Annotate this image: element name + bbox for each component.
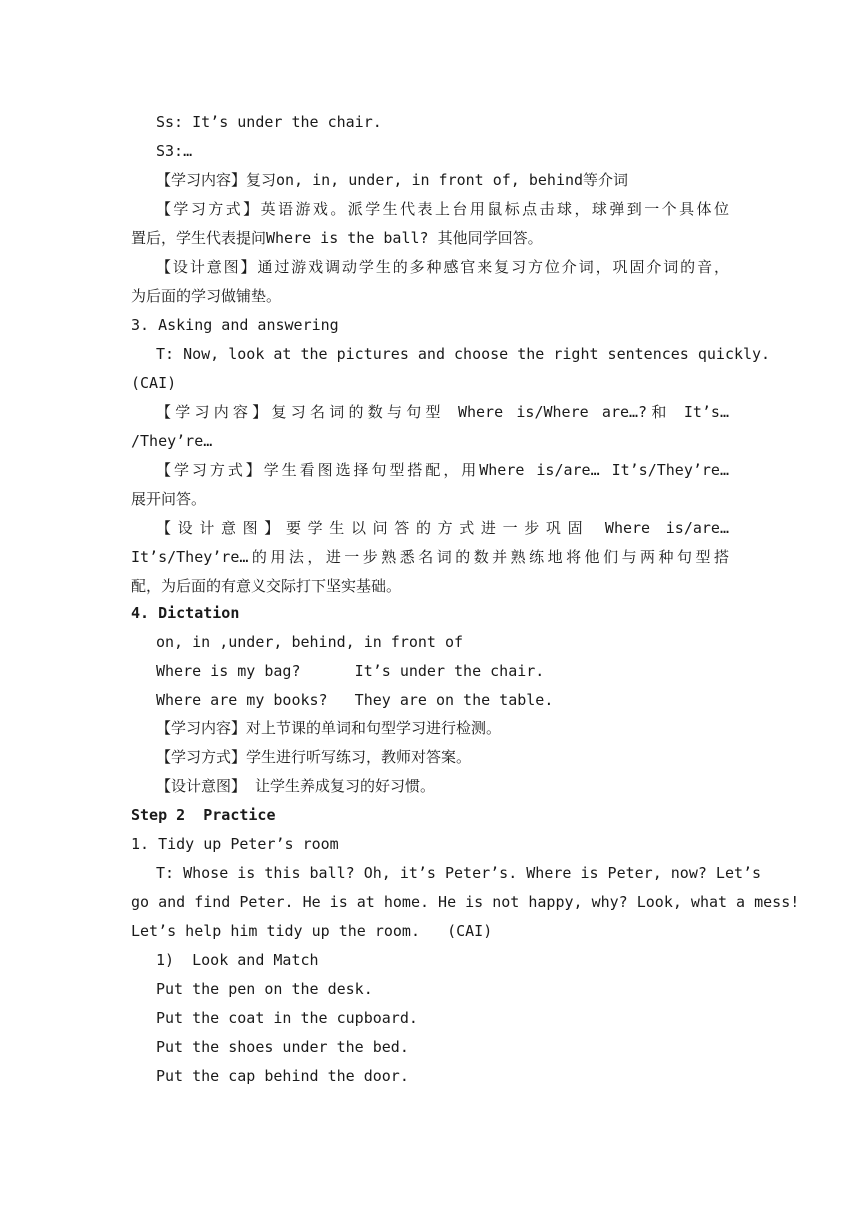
text-line: Put the cap behind the door.	[156, 1067, 409, 1085]
text-line: Let’s help him tidy up the room. (CAI)	[131, 922, 493, 940]
text-line: Put the shoes under the bed.	[156, 1038, 409, 1056]
text-line: 【学习方式】英语游戏。派学生代表上台用鼠标点击球，球弹到一个具体位	[156, 200, 729, 218]
section-heading: 4. Dictation	[131, 604, 240, 622]
text-line: T: Now, look at the pictures and choose the right sentences quickly.	[156, 345, 771, 363]
text-line: 置后，学生代表提问Where is the ball? 其他同学回答。	[131, 229, 543, 247]
text-line: 【设计意图】通过游戏调动学生的多种感官来复习方位介词，巩固介词的音，	[156, 258, 729, 276]
text-line: 【学习内容】对上节课的单词和句型学习进行检测。	[156, 719, 502, 737]
text-line: Ss: It’s under the chair.	[156, 113, 382, 131]
text-line: 【学习内容】复习名词的数与句型 Where is/Where are…?和 It’s…	[156, 403, 729, 421]
text-line: on, in ,under, behind, in front of	[156, 633, 464, 651]
text-line: 【学习方式】学生进行听写练习，教师对答案。	[156, 748, 472, 766]
section-heading: 1. Tidy up Peter’s room	[131, 835, 339, 853]
text-line: 1) Look and Match	[156, 951, 319, 969]
section-heading: 3. Asking and answering	[131, 316, 339, 334]
text-line: T: Whose is this ball? Oh, it’s Peter’s. Where is Peter, now? Let’s	[156, 864, 762, 882]
text-line: Put the pen on the desk.	[156, 980, 373, 998]
text-line: Where are my books? They are on the table.	[156, 691, 554, 709]
text-line: 【设计意图】要学生以问答的方式进一步巩固 Where is/are…	[156, 519, 729, 537]
text-line: go and find Peter. He is at home. He is not happy, why? Look, what a mess!	[131, 893, 800, 911]
text-line: Where is my bag? It’s under the chair.	[156, 662, 545, 680]
text-line: /They’re…	[131, 432, 213, 450]
text-line: Put the coat in the cupboard.	[156, 1009, 418, 1027]
text-line: It’s/They’re…的用法，进一步熟悉名词的数并熟练地将他们与两种句型搭	[131, 548, 729, 566]
text-line: (CAI)	[131, 374, 177, 392]
section-heading: Step 2 Practice	[131, 806, 276, 824]
text-line: 展开问答。	[131, 490, 207, 508]
text-line: 【学习方式】学生看图选择句型搭配，用Where is/are… It’s/They’re…	[156, 461, 729, 479]
text-line: 配，为后面的有意义交际打下坚实基础。	[131, 577, 402, 595]
text-line: 【学习内容】复习on, in, under, in front of, behind等介词	[156, 171, 629, 189]
text-line: S3:…	[156, 142, 193, 160]
text-line: 【设计意图】 让学生养成复习的好习惯。	[156, 777, 436, 795]
text-line: 为后面的学习做铺垫。	[131, 287, 282, 305]
